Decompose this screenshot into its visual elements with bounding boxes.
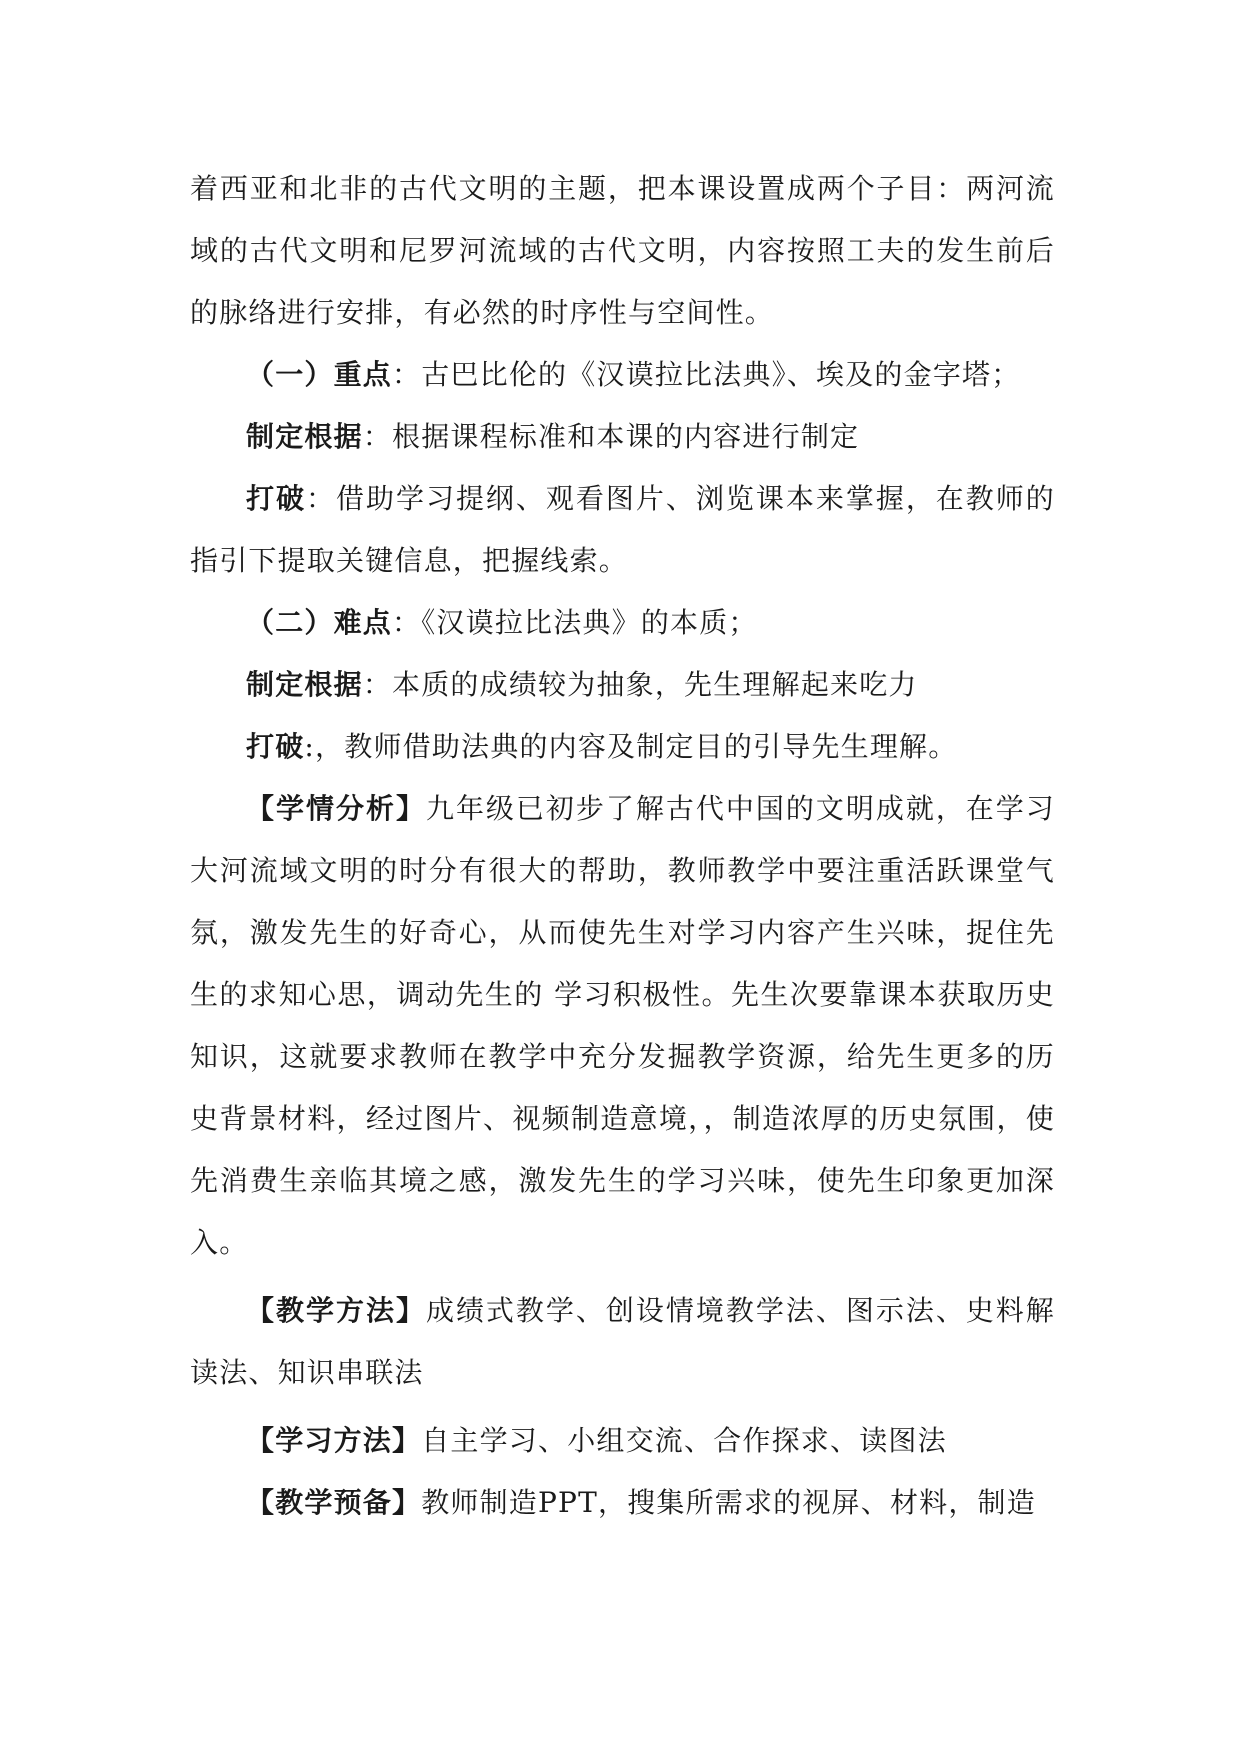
key-point-text: ：古巴比伦的《汉谟拉比法典》、埃及的金字塔；	[392, 358, 1021, 391]
difficulty-label: （二）难点	[246, 606, 393, 639]
paragraph-key-point	[190, 344, 1055, 406]
paragraph-intro-text: 着西亚和北非的古代文明的主题，把本课设置成两个子目：两河流域的古代文明和尼罗河流域的古代文明，内容按照工夫的发生前后的脉络进行安排，有必然的时序性与空间性。	[190, 172, 1055, 329]
paragraph-teaching-method	[190, 1280, 1055, 1404]
learning-method-text: 自主学习、小组交流、合作探求、读图法	[421, 1424, 947, 1457]
teaching-preparation-text: 教师制造PPT，搜集所需求的视屏、材料，制造	[421, 1486, 1036, 1519]
key-basis-label: 制定根据	[246, 420, 363, 453]
difficulty-basis-label: 制定根据	[246, 668, 363, 701]
paragraph-difficulty-basis	[190, 654, 1055, 716]
teaching-preparation-label: 【教学预备】	[246, 1486, 422, 1519]
paragraph-key-basis	[190, 406, 1055, 468]
paragraph-intro	[190, 158, 1055, 344]
key-basis-text: ：根据课程标准和本课的内容进行制定	[362, 420, 860, 453]
difficulty-breakthrough-label: 打破	[246, 730, 305, 763]
key-point-label: （一）重点	[246, 358, 393, 391]
paragraph-difficulty-breakthrough	[190, 716, 1055, 778]
learning-method-label: 【学习方法】	[246, 1424, 422, 1457]
paragraph-teaching-preparation	[190, 1472, 1055, 1534]
paragraph-difficulty	[190, 592, 1055, 654]
key-breakthrough-text: ：借助学习提纲、观看图片、浏览课本来掌握，在教师的指引下提取关键信息，把握线索。	[190, 482, 1055, 577]
paragraph-key-breakthrough	[190, 468, 1055, 592]
student-analysis-label: 【学情分析】	[246, 792, 426, 825]
paragraph-student-analysis	[190, 778, 1055, 1274]
difficulty-breakthrough-text: :，教师借助法典的内容及制定目的引导先生理解。	[304, 730, 958, 763]
student-analysis-text: 九年级已初步了解古代中国的文明成就，在学习大河流域文明的时分有很大的帮助，教师教学中要注重活跃课堂气氛，激发先生的好奇心，从而使先生对学习内容产生兴味，捉住先生的求知心思，调动先生的 学习积极性。先生次要靠课本获取历史知识，这就要求教师在教学中充分发掘教学资源，给先生更多的历史背景材料，经过图片、视频制造意境，，制造浓厚的历史氛围，使先消费生亲临其境之感，激发先生的学习兴味，使先生印象更加深入。	[190, 792, 1055, 1259]
difficulty-text: ：《汉谟拉比法典》的本质；	[392, 606, 758, 639]
teaching-method-text: 成绩式教学、创设情境教学法、图示法、史料解读法、知识串联法	[190, 1294, 1055, 1389]
document-body	[190, 158, 1055, 1534]
key-breakthrough-label: 打破	[246, 482, 306, 515]
teaching-method-label: 【教学方法】	[246, 1294, 426, 1327]
difficulty-basis-text: ：本质的成绩较为抽象，先生理解起来吃力	[362, 668, 918, 701]
paragraph-learning-method	[190, 1410, 1055, 1472]
